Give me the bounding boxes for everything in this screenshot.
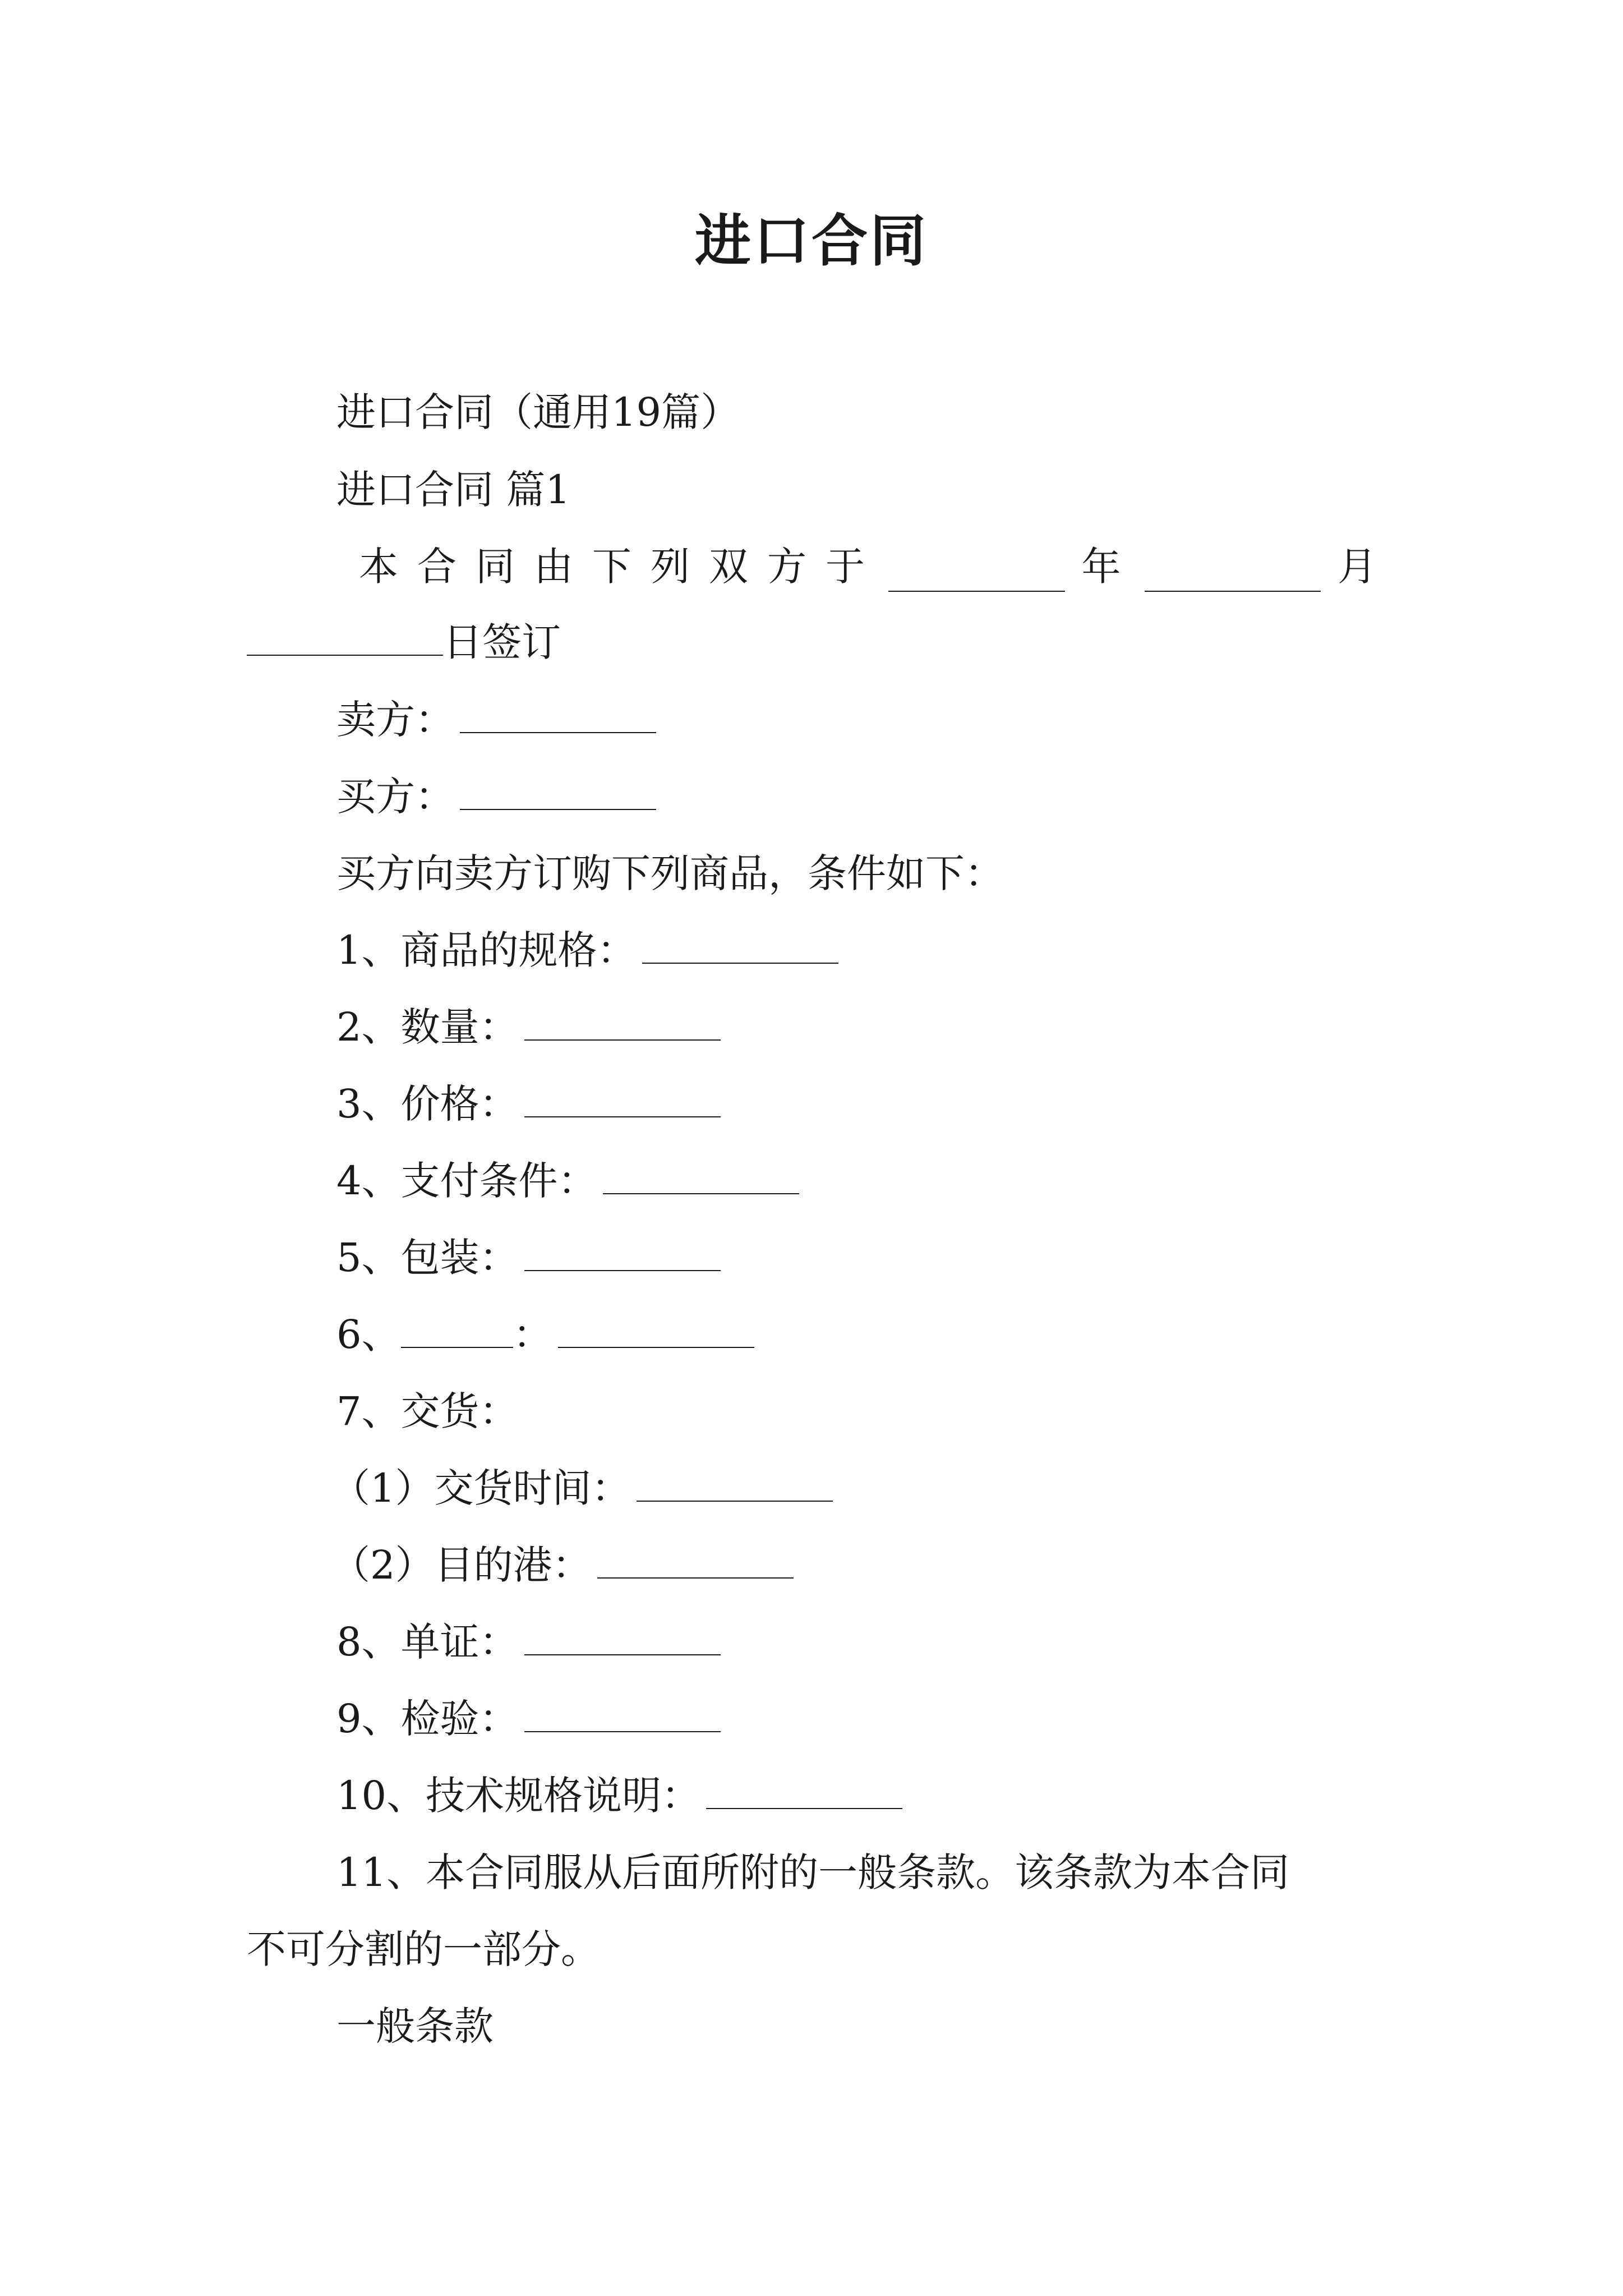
buyer-blank (460, 773, 656, 810)
item-price-label: 3、价格： (336, 1081, 519, 1127)
month-label: 月 (1338, 544, 1377, 590)
item-spec-line (336, 925, 838, 976)
document-subtitle: 进口合同（通用19篇） (336, 389, 740, 435)
general-terms-heading: 一般条款 (336, 2003, 494, 2049)
item-destination-label: （2）目的港： (331, 1542, 592, 1588)
item-6-line (336, 1309, 754, 1360)
item-6-colon: ： (513, 1312, 552, 1358)
item-packing-label: 5、包装： (336, 1235, 519, 1281)
item-spec-blank (642, 927, 838, 964)
item-destination-blank (597, 1542, 794, 1579)
item-payment-line (336, 1156, 799, 1206)
item-inspection-line (336, 1694, 721, 1744)
item-spec-label: 1、商品的规格： (336, 927, 637, 973)
seller-line (336, 694, 656, 745)
item-tech-spec-blank (706, 1772, 902, 1809)
item-destination-line (331, 1540, 794, 1590)
item-payment-blank (603, 1157, 799, 1194)
item-price-blank (524, 1080, 721, 1117)
item-payment-label: 4、支付条件： (336, 1158, 597, 1204)
item-6-prefix: 6、 (336, 1312, 401, 1358)
item-delivery: 7、交货： (336, 1388, 519, 1434)
item-quantity-blank (524, 1004, 721, 1041)
item-delivery-time-blank (637, 1465, 833, 1502)
order-statement: 买方向卖方订购下列商品，条件如下： (336, 850, 1004, 896)
year-blank (888, 555, 1065, 592)
month-blank (1145, 555, 1321, 592)
intro-text: 本合同由下列双方于 (359, 544, 884, 590)
item-documents-blank (524, 1618, 721, 1655)
item-delivery-time-line (331, 1463, 833, 1513)
intro-continuation (247, 617, 561, 668)
item-documents-line (336, 1617, 721, 1667)
item-tech-spec-line (336, 1770, 902, 1821)
buyer-label: 买方： (336, 774, 454, 820)
year-label: 年 (1081, 544, 1140, 590)
item-6-name-blank (401, 1311, 513, 1348)
day-signed-label: 日签订 (443, 619, 561, 665)
item-quantity-line (336, 1002, 721, 1052)
item-inspection-label: 9、检验： (336, 1696, 519, 1742)
item-documents-label: 8、单证： (336, 1619, 519, 1665)
seller-label: 卖方： (336, 697, 454, 743)
document-title: 进口合同 (695, 208, 928, 274)
item-tech-spec-label: 10、技术规格说明： (336, 1773, 701, 1819)
item-6-value-blank (558, 1311, 754, 1348)
item-packing-line (336, 1232, 721, 1283)
item-quantity-label: 2、数量： (336, 1004, 519, 1050)
item-general-terms-line1: 11、本合同服从后面所附的一般条款。该条款为本合同 (336, 1849, 1290, 1895)
item-inspection-blank (524, 1695, 721, 1732)
item-delivery-time-label: （1）交货时间： (331, 1465, 631, 1511)
item-price-line (336, 1079, 721, 1129)
intro-line (359, 541, 1377, 592)
item-general-terms-line2: 不可分割的一部分。 (247, 1926, 600, 1972)
day-blank (247, 619, 443, 656)
section-heading: 进口合同 篇1 (336, 467, 570, 513)
buyer-line (336, 771, 656, 822)
seller-blank (460, 696, 656, 733)
item-packing-blank (524, 1234, 721, 1271)
